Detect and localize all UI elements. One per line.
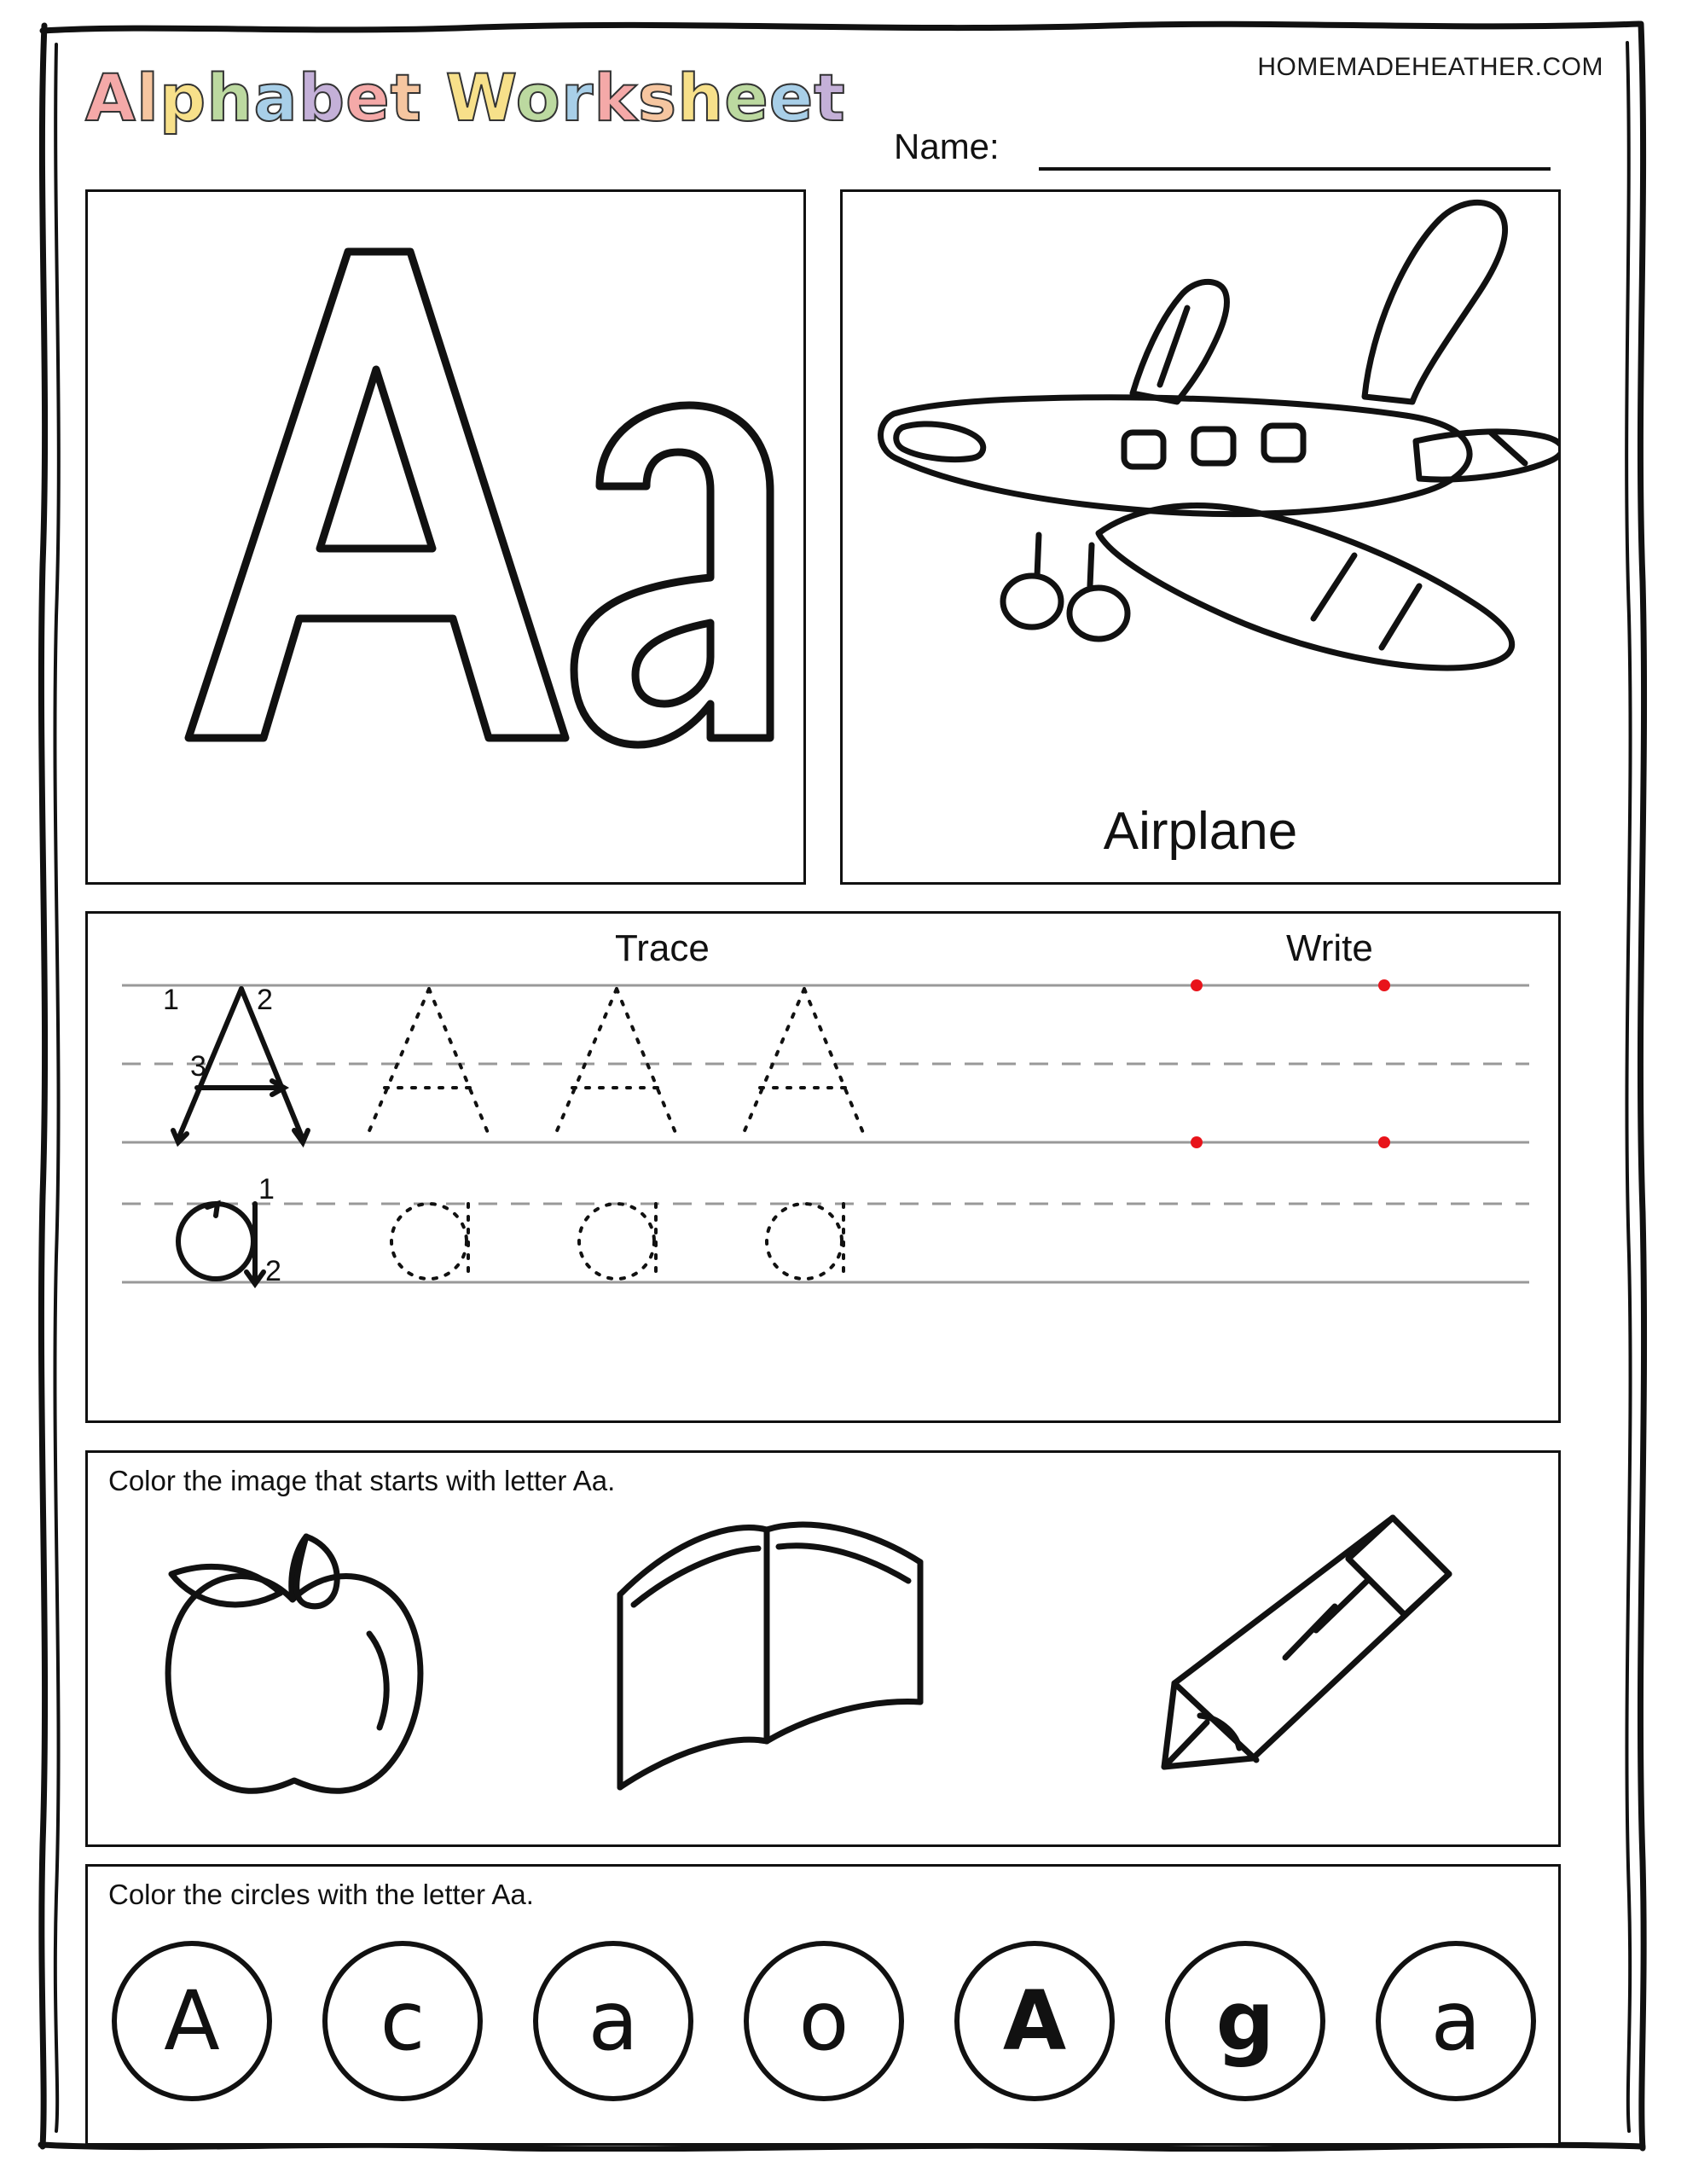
letter-circle-label: a (1430, 1973, 1481, 2069)
svg-text:1: 1 (163, 984, 179, 1016)
book-icon[interactable] (591, 1506, 949, 1796)
title-letter: e (345, 60, 391, 136)
title-letter: h (206, 60, 254, 136)
title-letter: h (677, 60, 725, 136)
color-image-instruction: Color the image that starts with letter Aa. (108, 1465, 616, 1496)
letter-circle-label: c (380, 1973, 426, 2069)
title-letter: A (85, 60, 136, 136)
svg-text:2: 2 (257, 984, 273, 1016)
letter-circle[interactable] (112, 1941, 272, 2101)
title-letter: a (253, 60, 299, 136)
svg-text:1: 1 (258, 1173, 275, 1205)
picture-box (840, 189, 1561, 885)
title-letter: p (159, 60, 207, 136)
trace-and-write-box (85, 911, 1561, 1423)
picture-word: Airplane (1103, 802, 1298, 861)
letter-display-box (85, 189, 806, 885)
page-title (85, 60, 846, 136)
title-letter: r (560, 60, 594, 136)
write-heading: Write (1286, 927, 1373, 969)
title-letter: s (637, 60, 678, 136)
color-circles-instruction: Color the circles with the letter Aa. (108, 1879, 534, 1910)
title-letter: b (298, 60, 346, 136)
letter-circle-label: g (1215, 1973, 1275, 2069)
trace-heading: Trace (615, 927, 710, 969)
color-the-image-box (85, 1450, 1561, 1847)
svg-text:2: 2 (265, 1255, 281, 1287)
letter-circle[interactable] (1376, 1941, 1536, 2101)
color-the-circles-box (85, 1864, 1561, 2146)
title-letter: e (768, 60, 815, 136)
title-letter (422, 60, 445, 136)
title-letter: l (136, 60, 159, 136)
letter-circle-label: A (1002, 1973, 1067, 2069)
letter-circle[interactable] (1165, 1941, 1325, 2101)
name-input-line[interactable] (1039, 167, 1551, 171)
title-letter: t (390, 60, 422, 136)
title-letter: e (724, 60, 769, 136)
letter-circle-label: a (588, 1973, 639, 2069)
letter-circle[interactable] (533, 1941, 693, 2101)
letter-circle[interactable] (954, 1941, 1115, 2101)
title-letter: o (515, 60, 561, 136)
apple-icon[interactable] (113, 1514, 472, 1804)
letter-circle-label: A (164, 1973, 220, 2069)
title-letter: k (594, 60, 638, 136)
letter-Aa-outline (88, 192, 803, 882)
airplane-icon (843, 192, 1558, 789)
name-label: Name: (894, 126, 1000, 166)
title-letter: W (445, 60, 516, 136)
pencil-icon[interactable] (1111, 1502, 1470, 1792)
letter-circle-label: o (798, 1973, 849, 2069)
letter-circle[interactable] (744, 1941, 904, 2101)
title-letter: t (814, 60, 846, 136)
svg-text:3: 3 (190, 1050, 206, 1083)
site-url: HOMEMADEHEATHER.COM (1257, 53, 1603, 81)
handwriting-lines (88, 975, 1558, 1419)
letter-circle[interactable] (322, 1941, 483, 2101)
